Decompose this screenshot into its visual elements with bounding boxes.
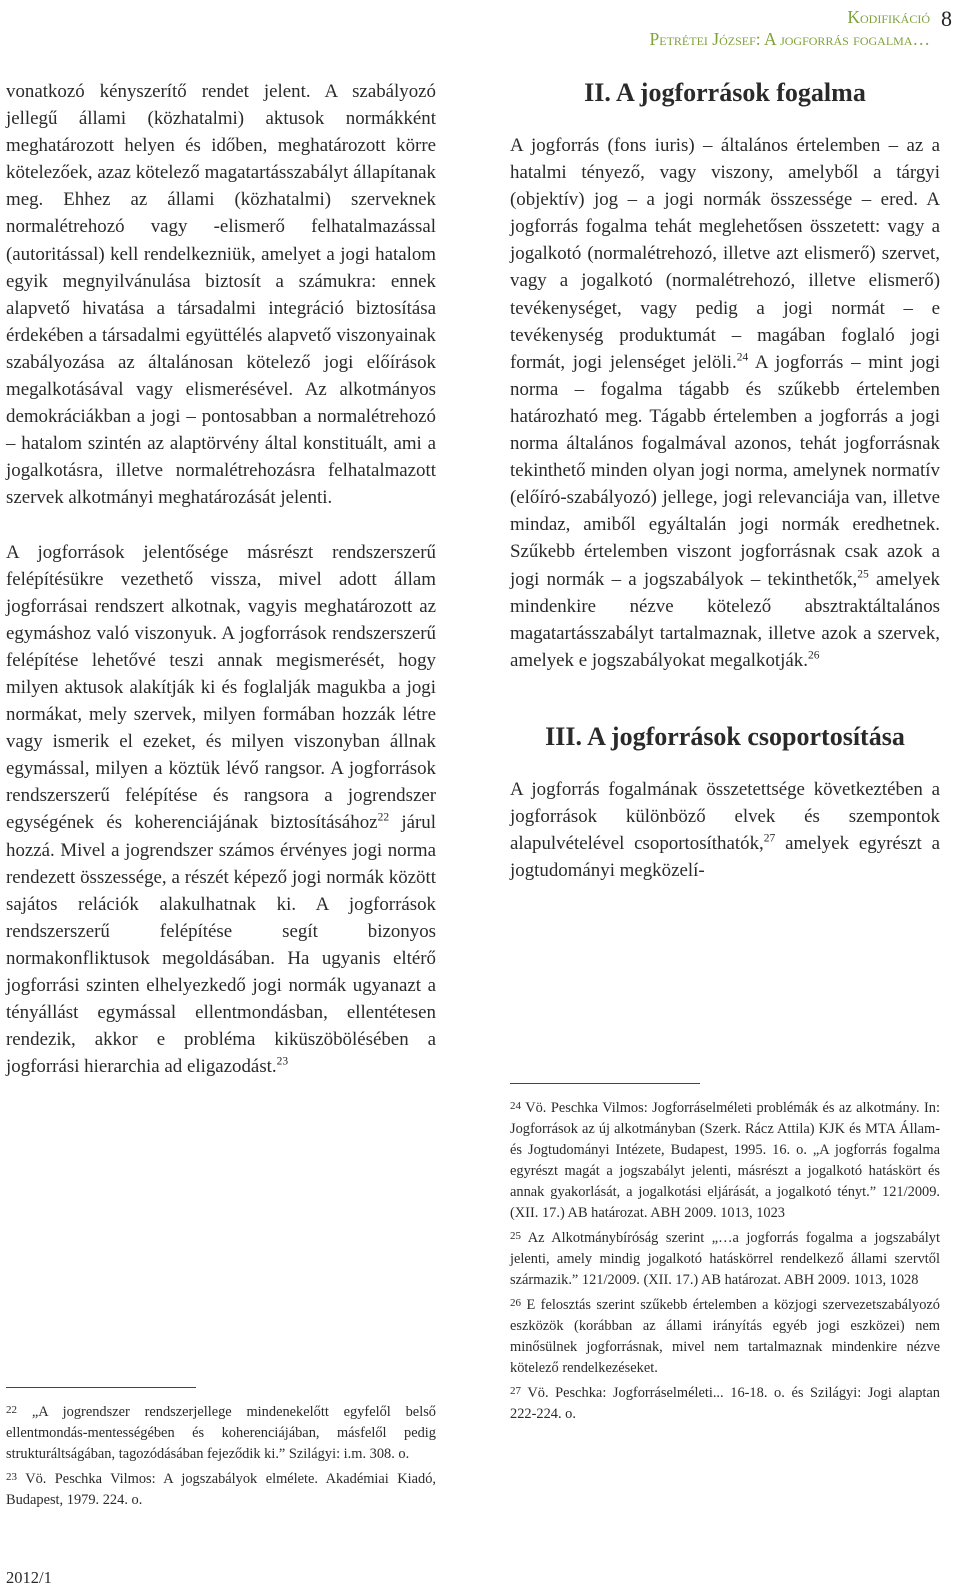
footnote-ref: 25 [857, 568, 869, 581]
footnote-number: 23 [6, 1471, 17, 1483]
footnote-rule [510, 1083, 700, 1084]
section-3-title: III. A jogforrások csoportosítása [545, 721, 905, 751]
issue-number: 2012/1 [6, 1568, 52, 1587]
running-head [0, 6, 930, 50]
left-paragraph-1: vonatkozó kényszerítő rendet jelent. A szabályozó jellegű állami (közhatalmi) aktusok normákként meghatározott helyen és időben, meghatározott körre kötelezőek, azaz kötelező magatartásszabályt állapítanak meg. Ehhez az állami (közhatalmi) szerveknek normalétrehozó vagy -elismerő felhatalmazással (autoritással) kell rendelkezniük, amelyet a jogi hatalom egyik megnyilvánulása biztosít a számukra: ennek alapvető hivatása a társadalmi integráció biztosítása érdekében a társadalmi együttélés alapvető viszonyainak szabályozása az általánosan kötelező jogi előírások megalkotásával vagy elismerésével. Az alkotmányos demokráciákban a jogi – pontosabban a normalétrehozó – hatalom szintén az alaptörvény által konstituált, ami a jogalkotásra, illetve normalétrehozásra felhatalmazott szervek alkotmányi meghatározását jelenti. [6, 81, 436, 509]
footnotes-right [510, 1083, 940, 1427]
section-2-title: II. A jogforrások fogalma [584, 78, 866, 107]
footnote-26 [510, 1293, 940, 1379]
footnote-text: Vö. Peschka: Jogforráselméleti... 16-18. o. és Szilágyi: Jogi alaptan 222-224. o. [510, 1385, 940, 1422]
footnote-ref: 24 [736, 351, 749, 364]
footnote-number: 24 [510, 1100, 521, 1112]
footnote-number: 22 [6, 1404, 17, 1416]
footnote-text: Vö. Peschka Vilmos: Jogforráselméleti problémák és az alkotmány. In: Jogforrások az új alkotmányban (Szerk. Rácz Attila) KJK és MTA Állam- és Jogtudományi Intézete, Budapest, 1995. 16. o. „A jogforrás fogalma egyrészt magát a jogszabályt jelenti, másrészt a jogalkotó hatáskört és annak gyakorlását, a jogalkotási eljárását, a jogalkotó tényt.” 121/2009. (XII. 17.) AB határozat. ABH 2009. 1013, 1023 [510, 1100, 941, 1221]
footnote-text: „A jogrendszer rendszerjellege mindenekelőtt egyfelől belső ellentmondás-mentességében és koherenciájában, másfelől pedig strukturáltságában, tagozódásában fejeződik ki.” Szilágyi: i.m. 308. o. [6, 1404, 436, 1462]
footnote-number: 27 [510, 1385, 521, 1397]
footnote-ref: 26 [807, 649, 820, 662]
footnote-ref: 23 [276, 1055, 289, 1068]
journal-title: Kodifikáció [847, 7, 930, 27]
footnote-23 [6, 1467, 436, 1511]
footnote-ref: 27 [763, 832, 776, 845]
left-paragraph-2: A jogforrások jelentősége másrészt rendszerszerű felépítésükre vezethető vissza, mivel adott állam jogforrásai rendszert alkotnak, vagyis meghatározott az egymáshoz való viszonyuk. A jogforrások rendszerszerű felépítése lehetővé teszi annak megismerését, hogy milyen aktusok alakítják ki és foglalják magukba a jogi normákat, mely szervek, milyen formában hozzák létre vagy ismerik el ezeket, és milyen viszonyban állnak egymással, milyen a köztük lévő rangsor. A jogforrások rendszerszerű felépítése és rangsora a jogrendszer egységének és koherenciájának biztosításához$^{22}$ járul hozzá. Mivel a jogrendszer számos érvényes jogi norma rendezett összessége, a részét képező jogi normák között sajátos relációk alakulhatnak ki. A jogforrások rendszerszerű felépítése segít bizonyos normakonfliktusok megoldásában. Ha ugyanis eltérő jogforrási szinten elhelyezkedő jogi normák ugyanazt a tényállást egymással ellentmondásban, ellentétesen rendezik, akkor e probléma kiküszöbölésében a jogforrási hierarchia ad eligazodást.$^{23}$ [6, 541, 436, 1078]
footnote-text: Vö. Peschka Vilmos: A jogszabályok elmélete. Akadémiai Kiadó, Budapest, 1979. 224. o. [6, 1471, 437, 1508]
footnote-25 [510, 1226, 940, 1291]
left-column [6, 78, 436, 1080]
section-2-paragraph: A jogforrás (fons iuris) – általános értelemben – az a hatalmi tényező, vagy viszony, amelyből a tárgyi (objektív) jog – a jogi normák összessége – ered. A jogforrás fogalma tehát meglehetősen összetett: vagy a jogalkotó (normalétrehozó, illetve azt elismerő) szervet, vagy a jogalkotó (normalétrehozó, illetve elismerő) tevékenységet, vagy pedig a jogi normát – e tevékenység produktumát – magában foglaló jogi formát, jogi jelenséget jelöli.$^{24}$ A jogforrás – mint jogi norma – fogalma tágabb és szűkebb értelemben határozható meg. Tágabb értelemben a jogforrás a jogi norma általános fogalmával azonos, tehát jogforrásnak tekinthető minden olyan jogi norma, amelynek normatív (előíró-szabályozó) jellege, jogi relevanciája van, illetve mindaz, amiből egyáltalán jogi normák eredhetnek. Szűkebb értelemben viszont jogforrásnak csak azok a jogi normák – a jogszabályok – tekinthetők,$^{25}$ amelyek mindenkire nézve kötelező absztraktáltalános magatartásszabályt tartalmaznak, illetve azok a szervek, amelyek e jogszabályokat megalkotják.$^{26}$ [510, 135, 941, 671]
footnote-number: 26 [510, 1297, 521, 1309]
footnote-number: 25 [510, 1230, 521, 1242]
footnote-text: Az Alkotmánybíróság szerint „…a jogforrás fogalma a jogszabályt jelenti, amely mindig jogalkotó hatáskörrel rendelkező állami szervtől származik.” 121/2009. (XII. 17.) AB határozat. ABH 2009. 1013, 1028 [510, 1230, 940, 1288]
section-3-paragraph: A jogforrás fogalmának összetettsége következtében a jogforrások különböző elvek és szempontok alapulvételével csoportosíthatók,$^{27}$ amelyek egyrészt a jogtudományi megközelí- [510, 778, 940, 882]
footnotes-left [6, 1387, 436, 1513]
footnote-24 [510, 1096, 940, 1224]
footnote-ref: 22 [377, 812, 390, 825]
footnote-rule [6, 1387, 196, 1388]
article-title: Petrétei József: A jogforrás fogalma… [649, 29, 930, 49]
page-number: 8 [941, 6, 952, 31]
footnote-text: E felosztás szerint szűkebb értelemben a közjogi szervezetszabályozó eszközök (korábban az állami irányítás egyéb jogi eszközei) nem minősülnek jogforrásnak, mivel nem tartalmaznak mindenkire nézve kötelező rendelkezéseket. [510, 1297, 940, 1376]
right-column [510, 78, 940, 884]
footnote-27 [510, 1381, 940, 1425]
footnote-22 [6, 1400, 436, 1465]
